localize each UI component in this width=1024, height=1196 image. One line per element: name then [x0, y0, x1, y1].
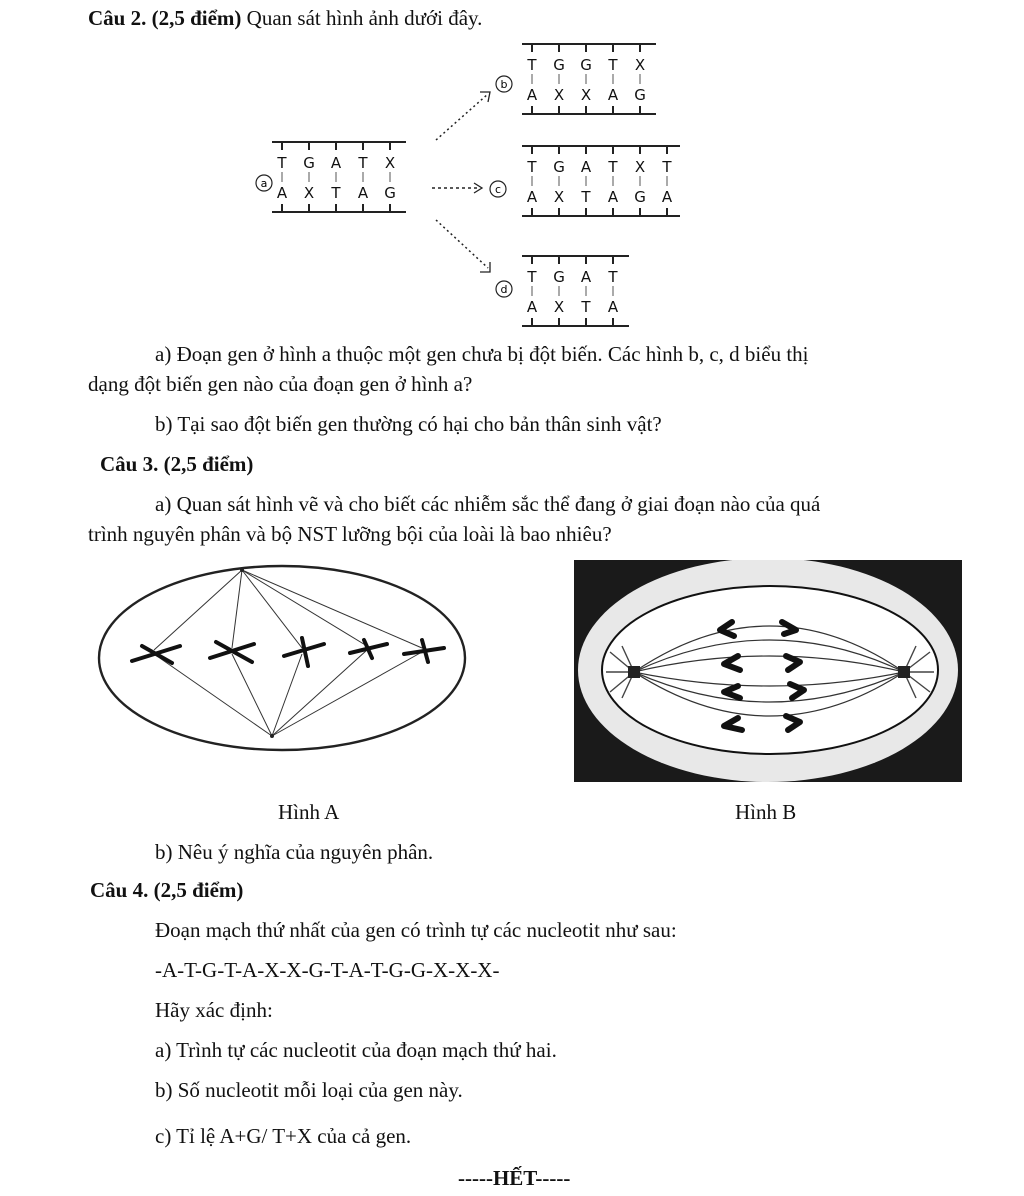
figure-a-metaphase: [92, 558, 472, 768]
base-bottom: A: [661, 188, 673, 206]
caption-figure-b: Hình B: [735, 800, 797, 824]
base-bottom: X: [553, 298, 565, 316]
base-top: G: [553, 56, 565, 74]
base-top: T: [608, 56, 618, 74]
q4-part-c: c) Tỉ lệ A+G/ T+X của cả gen.: [155, 1124, 412, 1148]
dna-mutation-figure: [240, 36, 680, 336]
base-bottom: X: [580, 86, 592, 104]
base-top: T: [608, 268, 618, 286]
base-bottom: A: [607, 188, 619, 206]
q2-heading: [88, 6, 482, 31]
label-b-circle: [496, 76, 512, 92]
dna-segment-b: [522, 44, 656, 114]
base-top: T: [358, 154, 368, 172]
base-top: T: [608, 158, 618, 176]
base-top: G: [303, 154, 315, 172]
q3-part-a-line1: a) Quan sát hình vẽ và cho biết các nhiễm sắc thể đang ở giai đoạn nào của quá: [155, 492, 821, 516]
label-c-circle: [490, 181, 506, 197]
base-bottom: A: [607, 298, 619, 316]
base-top: T: [277, 154, 287, 172]
q4-part-b: b) Số nucleotit mỗi loại của gen này.: [155, 1078, 463, 1102]
q2-heading-bold: Câu 2. (2,5 điểm): [88, 6, 242, 30]
arrow-to-b: [436, 92, 490, 140]
base-bottom: X: [553, 86, 565, 104]
q3-part-a-line2: trình nguyên phân và bộ NST lưỡng bội của loài là bao nhiêu?: [88, 522, 612, 546]
base-top: X: [634, 158, 646, 176]
base-top: A: [580, 268, 592, 286]
base-bottom: A: [526, 86, 538, 104]
label-c: c: [494, 183, 502, 196]
base-bottom: A: [276, 184, 288, 202]
base-bottom: T: [331, 184, 341, 202]
base-top: T: [527, 158, 537, 176]
caption-figure-a: Hình A: [278, 800, 340, 824]
label-a-circle: [256, 175, 272, 191]
base-bottom: X: [303, 184, 315, 202]
base-bottom: A: [607, 86, 619, 104]
base-bottom: G: [384, 184, 396, 202]
base-bottom: A: [526, 298, 538, 316]
base-top: T: [527, 56, 537, 74]
label-d-circle: [496, 281, 512, 297]
q2-part-a-line2: dạng đột biến gen nào của đoạn gen ở hình a?: [88, 372, 473, 396]
base-top: T: [662, 158, 672, 176]
base-bottom: T: [581, 298, 591, 316]
arrow-to-d: [436, 220, 490, 272]
q4-heading: Câu 4. (2,5 điểm): [90, 878, 244, 902]
q4-sequence: -A-T-G-T-A-X-X-G-T-A-T-G-G-X-X-X-: [155, 958, 500, 982]
arrow-to-c: [432, 183, 482, 193]
base-bottom: A: [526, 188, 538, 206]
label-d: d: [500, 283, 508, 296]
dna-segment-a: [272, 142, 406, 212]
dna-segment-d: [522, 256, 629, 326]
base-top: X: [384, 154, 396, 172]
q4-part-a: a) Trình tự các nucleotit của đoạn mạch thứ hai.: [155, 1038, 557, 1062]
q3-heading: Câu 3. (2,5 điểm): [100, 452, 254, 476]
base-top: A: [580, 158, 592, 176]
q3-part-b: b) Nêu ý nghĩa của nguyên phân.: [155, 840, 434, 864]
q2-part-a-line1: a) Đoạn gen ở hình a thuộc một gen chưa bị đột biến. Các hình b, c, d biểu thị: [155, 342, 809, 366]
base-top: G: [580, 56, 592, 74]
q4-intro: Đoạn mạch thứ nhất của gen có trình tự các nucleotit như sau:: [155, 918, 677, 942]
dna-segment-c: [522, 146, 680, 216]
q2-heading-rest: Quan sát hình ảnh dưới đây.: [241, 6, 483, 30]
base-bottom: A: [357, 184, 369, 202]
base-bottom: G: [634, 86, 646, 104]
end-mark: -----HẾT-----: [458, 1166, 571, 1190]
base-bottom: T: [581, 188, 591, 206]
base-bottom: X: [553, 188, 565, 206]
label-b: b: [500, 78, 508, 91]
base-top: X: [634, 56, 646, 74]
base-bottom: G: [634, 188, 646, 206]
base-top: G: [553, 268, 565, 286]
base-top: T: [527, 268, 537, 286]
figure-b-anaphase: [574, 560, 962, 782]
q2-part-b: b) Tại sao đột biến gen thường có hại cho bản thân sinh vật?: [155, 412, 662, 436]
base-top: A: [330, 154, 342, 172]
label-a: a: [260, 177, 268, 190]
q4-determine: Hãy xác định:: [155, 998, 273, 1022]
base-top: G: [553, 158, 565, 176]
